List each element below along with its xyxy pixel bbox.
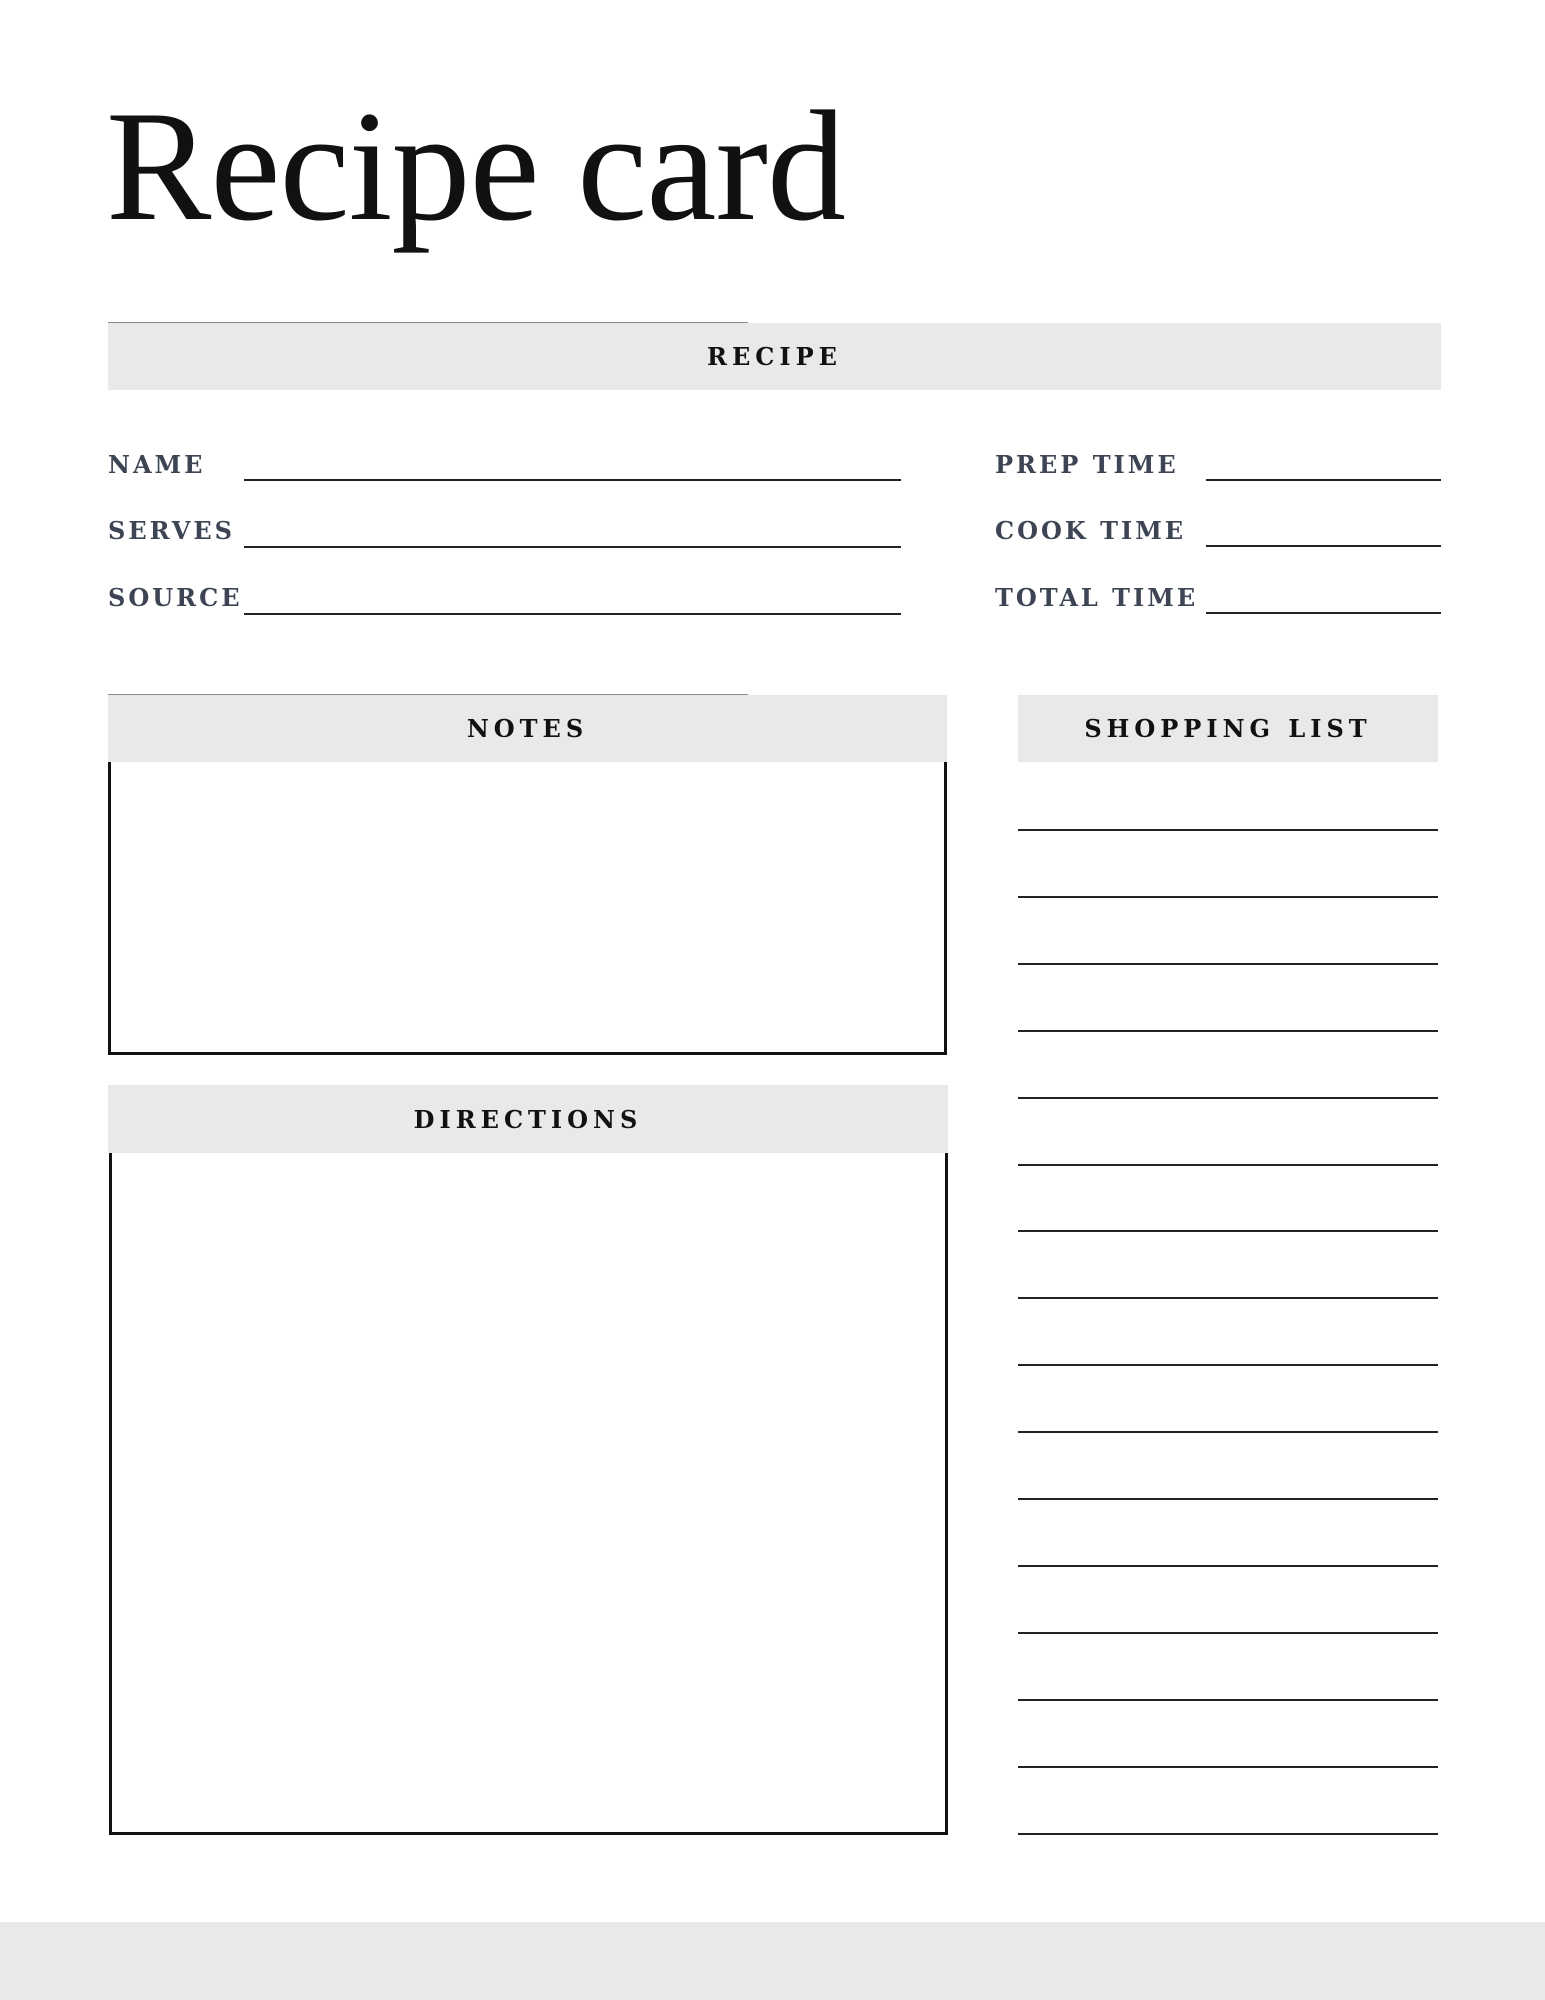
footer-band <box>0 1922 1545 2000</box>
shopping-list-line[interactable] <box>1018 1164 1438 1166</box>
shopping-list-line[interactable] <box>1018 1364 1438 1366</box>
shopping-list-line[interactable] <box>1018 1030 1438 1032</box>
source-label: SOURCE <box>108 583 243 612</box>
name-field[interactable] <box>244 479 901 481</box>
shopping-list-line[interactable] <box>1018 1632 1438 1634</box>
serves-field[interactable] <box>244 546 901 548</box>
page-title: Recipe card <box>106 79 846 254</box>
cook-time-field[interactable] <box>1206 545 1441 547</box>
shopping-list-line[interactable] <box>1018 829 1438 831</box>
recipe-section-header: RECIPE <box>108 323 1441 390</box>
prep-time-label: PREP TIME <box>995 450 1179 479</box>
shopping-list-line[interactable] <box>1018 1699 1438 1701</box>
shopping-list-line[interactable] <box>1018 1431 1438 1433</box>
notes-section-header: NOTES <box>108 695 947 762</box>
shopping-list-line[interactable] <box>1018 1565 1438 1567</box>
shopping-list-line[interactable] <box>1018 1297 1438 1299</box>
source-field[interactable] <box>244 613 901 615</box>
total-time-field[interactable] <box>1206 612 1441 614</box>
shopping-list-line[interactable] <box>1018 1766 1438 1768</box>
shopping-list-line[interactable] <box>1018 1230 1438 1232</box>
shopping-list-line[interactable] <box>1018 1498 1438 1500</box>
shopping-list-line[interactable] <box>1018 963 1438 965</box>
shopping-list-line[interactable] <box>1018 1097 1438 1099</box>
notes-box[interactable] <box>108 762 947 1055</box>
directions-section-header: DIRECTIONS <box>108 1085 948 1153</box>
directions-box[interactable] <box>109 1153 948 1835</box>
shopping-list-line[interactable] <box>1018 1833 1438 1835</box>
prep-time-field[interactable] <box>1206 479 1441 481</box>
serves-label: SERVES <box>108 516 235 545</box>
name-label: NAME <box>108 450 206 479</box>
total-time-label: TOTAL TIME <box>995 583 1199 612</box>
shopping-list-section-header: SHOPPING LIST <box>1018 695 1438 762</box>
shopping-list-line[interactable] <box>1018 896 1438 898</box>
cook-time-label: COOK TIME <box>995 516 1187 545</box>
